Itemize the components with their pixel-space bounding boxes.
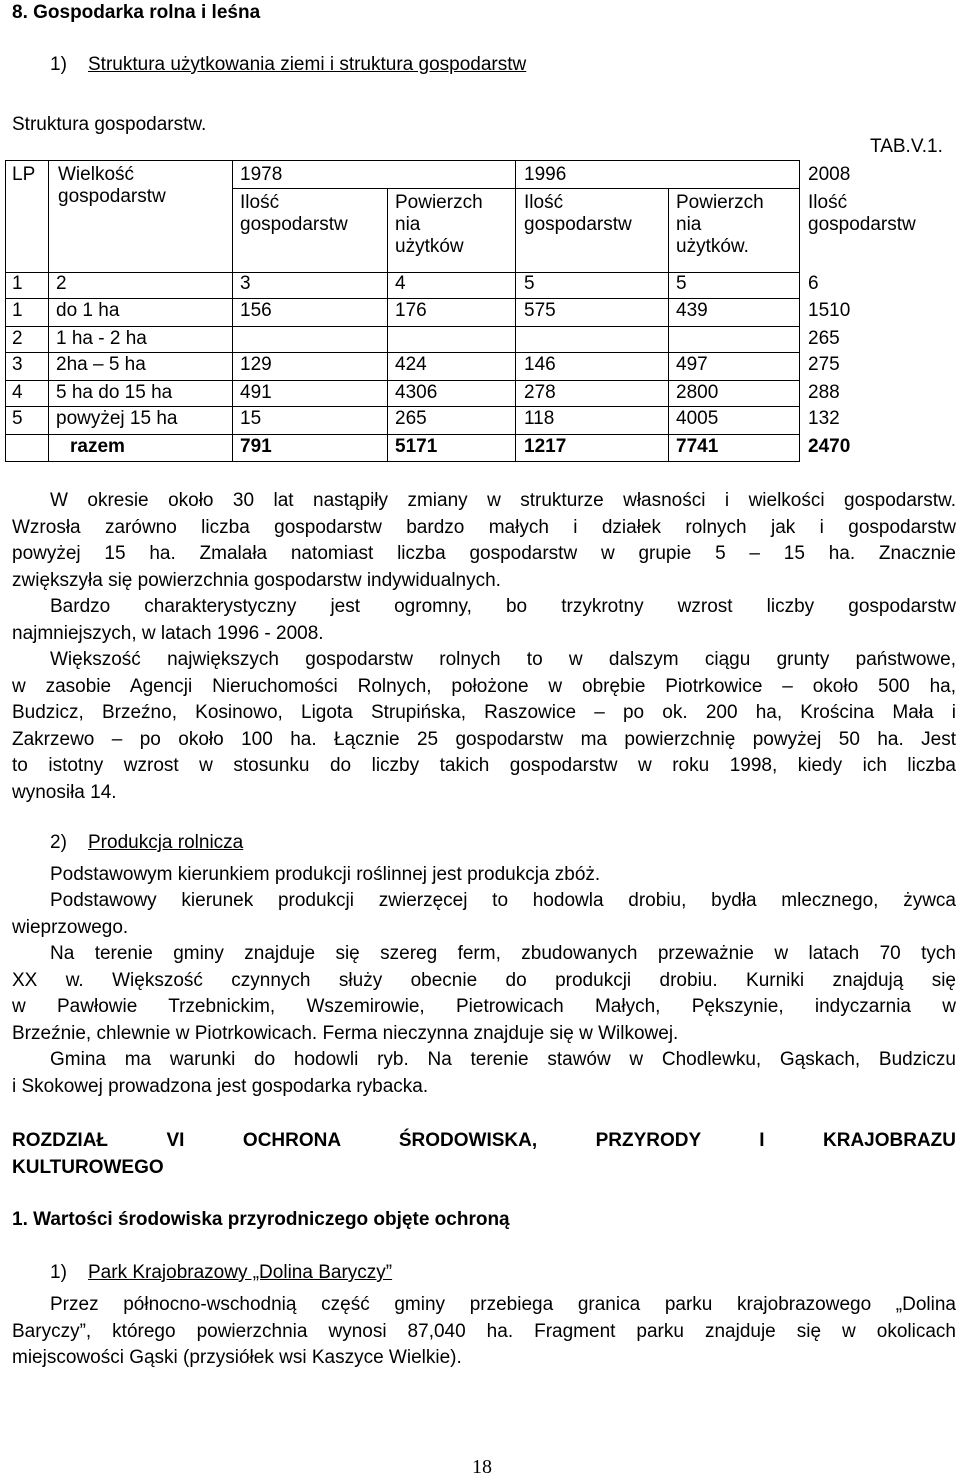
section-title: 1. Wartości środowiska przyrodniczego objęte ochroną	[12, 1209, 510, 1230]
cell-value: 15	[240, 408, 262, 429]
cell-value: 4306	[395, 382, 438, 403]
cell-lp: 2	[12, 328, 23, 349]
col-header-ilosc-2008: Ilość gospodarstw	[808, 192, 916, 235]
cell-value: 265	[808, 328, 840, 349]
cell-value: 275	[808, 354, 840, 375]
cell-value: 146	[524, 354, 556, 375]
cell-lp: 5	[12, 408, 23, 429]
paragraph: Przez północno-wschodnią część gminy przebiega granica parku krajobrazowego „Dolina Baryczy”, którego powierzchnia wynosi 87,040 ha. Fragment parku znajduje się w okolicach miejscowości Gąski (przysiółek wsi Kaszyce Wielkie).	[12, 1294, 956, 1368]
subsection-number: 1)	[50, 54, 67, 75]
col-header-wielkosc: Wielkość gospodarstw	[58, 164, 166, 207]
paragraph: Większość największych gospodarstw rolnych to w dalszym ciągu grunty państwowe, w zasobie Agencji Nieruchomości Rolnych, położone w obrębie Piotrkowice – około 500 ha, Budzicz, Brzeźno, Kosinowo, Ligota Strupińska, Raszowice – po ok. 200 ha, Krościna Mała i Zakrzewo – po około 100 ha. Łącznie 25 gospodarstw ma powierzchnię powyżej 50 ha. Jest to istotny wzrost w stosunku do liczby takich gospodarstw w roku 1998, kiedy ich liczba wynosiła 14.	[12, 649, 956, 803]
cell-total: 5171	[395, 436, 438, 457]
col-header-ilosc-1996: Ilość gospodarstw	[524, 192, 632, 235]
cell-value: 265	[395, 408, 427, 429]
cell-lp: 1	[12, 300, 23, 321]
cell-value: 424	[395, 354, 427, 375]
cell-value: 278	[524, 382, 556, 403]
subsection-title: Park Krajobrazowy „Dolina Baryczy”	[88, 1262, 393, 1283]
cell-size: 1 ha - 2 ha	[56, 328, 147, 349]
col-number: 6	[808, 273, 819, 294]
paragraph: Bardzo charakterystyczny jest ogromny, bo trzykrotny wzrost liczby gospodarstw najmniejszych, w latach 1996 - 2008.	[12, 596, 956, 644]
cell-value: 176	[395, 300, 427, 321]
paragraph: Gmina ma warunki do hodowli ryb. Na terenie stawów w Chodlewku, Gąskach, Budziczu i Skokowej prowadzona jest gospodarka rybacka.	[12, 1049, 956, 1097]
cell-value: 1510	[808, 300, 851, 321]
cell-value: 497	[676, 354, 708, 375]
col-header-ilosc-1978: Ilość gospodarstw	[240, 192, 348, 235]
col-number: 4	[395, 273, 406, 294]
chapter-heading: ROZDZIAŁ VI OCHRONA ŚRODOWISKA, PRZYRODY I KRAJOBRAZU KULTUROWEGO	[12, 1130, 956, 1178]
subsection-title: Struktura użytkowania ziemi i struktura gospodarstw	[88, 54, 527, 75]
cell-lp: 3	[12, 354, 23, 375]
table-id: TAB.V.1.	[870, 136, 943, 157]
cell-total: 791	[240, 436, 272, 457]
cell-total: 1217	[524, 436, 567, 457]
cell-size: 2ha – 5 ha	[56, 354, 146, 375]
cell-value: 132	[808, 408, 840, 429]
paragraph: W okresie około 30 lat nastąpiły zmiany w strukturze własności i wielkości gospodarstw. Wzrosła zarówno liczba gospodarstw bardzo małych i działek rolnych jak i gospodarstw powyżej 15 ha. Zmalała natomiast liczba gospodarstw w grupie 5 – 15 ha. Znacznie zwiększyła się powierzchnia gospodarstw indywidualnych.	[12, 490, 956, 591]
col-header-lp: LP	[12, 164, 36, 185]
cell-value: 118	[524, 408, 555, 429]
cell-value: 156	[240, 300, 272, 321]
data-table	[0, 0, 960, 470]
subsection-number: 2)	[50, 832, 67, 853]
cell-value: 129	[240, 354, 272, 375]
page-number: 18	[472, 1456, 492, 1478]
cell-size: powyżej 15 ha	[56, 408, 178, 429]
cell-size: 5 ha do 15 ha	[56, 382, 173, 403]
cell-lp: 4	[12, 382, 23, 403]
paragraph: Podstawowym kierunkiem produkcji roślinnej jest produkcja zbóż.	[50, 864, 601, 885]
col-number: 5	[524, 273, 535, 294]
col-header-1978: 1978	[240, 164, 283, 185]
cell-value: 288	[808, 382, 840, 403]
cell-value: 491	[240, 382, 272, 403]
col-header-powierzchnia-1996: Powierzch nia użytków.	[676, 192, 764, 257]
col-number: 1	[12, 273, 23, 294]
col-number: 2	[56, 273, 67, 294]
section-heading: 8. Gospodarka rolna i leśna	[12, 2, 261, 23]
paragraph: Podstawowy kierunek produkcji zwierzęcej to hodowla drobiu, bydła mlecznego, żywca wieprzowego.	[12, 890, 956, 938]
cell-value: 4005	[676, 408, 719, 429]
col-header-2008: 2008	[808, 164, 851, 185]
col-number: 5	[676, 273, 687, 294]
col-number: 3	[240, 273, 251, 294]
col-header-1996: 1996	[524, 164, 567, 185]
cell-value: 2800	[676, 382, 719, 403]
paragraph: Na terenie gminy znajduje się szereg ferm, zbudowanych przeważnie w latach 70 tych XX w. Większość czynnych służy obecnie do produkcji drobiu. Kurniki znajdują się w Pawłowie Trzebnickim, Wszemirowie, Pietrowicach Małych, Pększynie, indyczarnia w Brzeźnie, chlewnie w Piotrkowicach. Ferma nieczynna znajduje się w Wilkowej.	[12, 943, 956, 1044]
cell-total-label: razem	[70, 436, 125, 457]
cell-value: 575	[524, 300, 556, 321]
subsection-number: 1)	[50, 1262, 67, 1283]
table-caption: Struktura gospodarstw.	[12, 114, 207, 135]
subsection-title: Produkcja rolnicza	[88, 832, 244, 853]
cell-total: 2470	[808, 436, 851, 457]
col-header-powierzchnia-1978: Powierzch nia użytków	[395, 192, 483, 257]
cell-value: 439	[676, 300, 708, 321]
cell-total: 7741	[676, 436, 719, 457]
cell-size: do 1 ha	[56, 300, 120, 321]
